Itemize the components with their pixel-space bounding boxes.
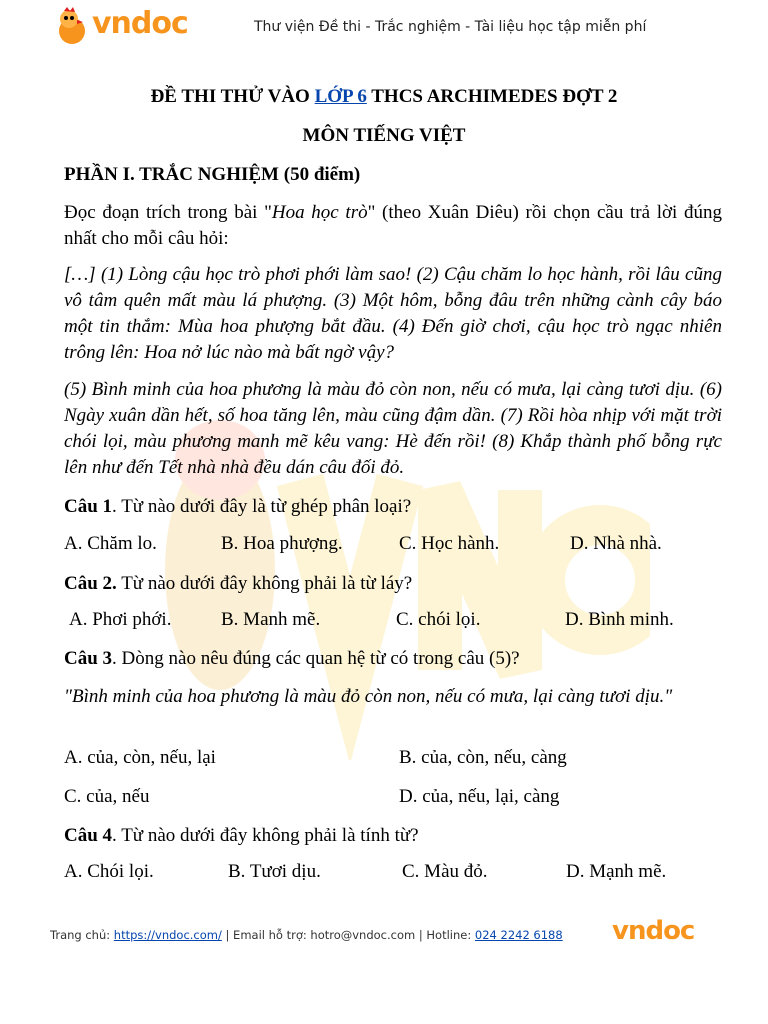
q4-option-a[interactable]: A. Chói lọi.: [64, 861, 154, 882]
q3-option-b[interactable]: B. của, còn, nếu, càng: [399, 747, 567, 768]
q3-option-a[interactable]: A. của, còn, nếu, lại: [64, 747, 216, 768]
title-prefix: ĐỀ THI THỬ VÀO: [150, 86, 315, 107]
instructions: [64, 200, 722, 252]
question-3: [64, 646, 722, 672]
footer-home-link[interactable]: https://vndoc.com/: [113, 928, 222, 942]
question-text: Từ nào dưới đây không phải là từ láy?: [116, 573, 413, 594]
question-text: . Dòng nào nêu đúng các quan hệ từ có trong câu (5)?: [112, 648, 520, 669]
question-label: Câu 2.: [64, 573, 117, 594]
page-header: [0, 0, 768, 60]
question-text: . Từ nào dưới đây không phải là tính từ?: [112, 825, 419, 846]
q2-option-b[interactable]: B. Manh mẽ.: [221, 609, 321, 630]
q3-option-d[interactable]: D. của, nếu, lại, càng: [399, 786, 560, 807]
exam-title: [0, 86, 768, 108]
question-2: [64, 571, 722, 597]
q1-option-c[interactable]: C. Học hành.: [399, 533, 500, 554]
q2-option-c[interactable]: C. chói lọi.: [396, 609, 481, 630]
q4-option-b[interactable]: B. Tươi dịu.: [228, 861, 321, 882]
q3-option-c[interactable]: C. của, nếu: [64, 786, 150, 807]
logo-text: vndoc: [92, 6, 188, 41]
subject-title: MÔN TIẾNG VIỆT: [302, 125, 466, 146]
question-4: [64, 823, 722, 849]
q4-option-d[interactable]: D. Mạnh mẽ.: [566, 861, 667, 882]
q1-option-b[interactable]: B. Hoa phượng.: [221, 533, 343, 554]
question-label: Câu 1: [64, 496, 113, 517]
part1-heading: PHẦN I. TRẮC NGHIỆM (50 điểm): [64, 164, 361, 185]
site-tagline: Thư viện Đề thi - Trắc nghiệm - Tài liệu học tập miễn phí: [254, 19, 647, 35]
q3-quote: "Bình minh của hoa phương là màu đỏ còn non, nếu có mưa, lại càng tươi dịu.": [64, 686, 673, 707]
footer-home-label: Trang chủ:: [50, 928, 114, 942]
passage-1: […] (1) Lòng cậu học trò phơi phới làm sao! (2) Cậu chăm lo học hành, rồi lâu cũng vô tâm quên mất màu lá phượng. (3) Một hôm, bỗng đâu trên những cành cây báo một tin thắm: Mùa hoa phượng bắt đầu. (4) Đến giờ chơi, cậu học trò ngạc nhiên trông lên: Hoa nở lúc nào mà bất ngờ vậy?: [64, 264, 722, 363]
footer-hotline-link[interactable]: 024 2242 6188: [474, 928, 563, 942]
grade-link[interactable]: LỚP 6: [314, 86, 367, 107]
poem-title: Hoa học trò: [271, 202, 368, 223]
question-label: Câu 4: [64, 825, 113, 846]
chicken-mascot-icon: [52, 6, 92, 46]
intro-post: " (theo Xuân Diêu) rồi chọn cầu trả lời đúng nhất cho mỗi câu hỏi:: [64, 202, 723, 249]
page-footer: [50, 928, 563, 942]
question-label: Câu 3: [64, 648, 113, 669]
q1-option-d[interactable]: D. Nhà nhà.: [570, 533, 662, 554]
question-text: . Từ nào dưới đây là từ ghép phân loại?: [112, 496, 412, 517]
q1-option-a[interactable]: A. Chăm lo.: [64, 533, 157, 554]
footer-contact: | Email hỗ trợ: hotro@vndoc.com | Hotline:: [221, 928, 475, 942]
title-suffix: THCS ARCHIMEDES ĐỢT 2: [366, 86, 618, 107]
vndoc-logo[interactable]: [52, 6, 212, 46]
q2-option-a[interactable]: A. Phơi phới.: [69, 609, 172, 630]
passage-2: (5) Bình minh của hoa phương là màu đỏ còn non, nếu có mưa, lại càng tươi dịu. (6) Ngày xuân dần hết, số hoa tăng lên, màu cũng đậm dần. (7) Rồi hòa nhịp với mặt trời chói lọi, màu phương manh mẽ kêu vang: Hè đến rồi! (8) Khắp thành phố bỗng rực lên như đến Tết nhà nhà đều dán câu đối đỏ.: [64, 379, 722, 478]
q2-option-d[interactable]: D. Bình minh.: [565, 609, 674, 630]
intro-pre: Đọc đoạn trích trong bài ": [64, 202, 272, 223]
question-1: [64, 494, 722, 520]
footer-logo[interactable]: vndoc: [612, 916, 695, 946]
q4-option-c[interactable]: C. Màu đỏ.: [402, 861, 488, 882]
